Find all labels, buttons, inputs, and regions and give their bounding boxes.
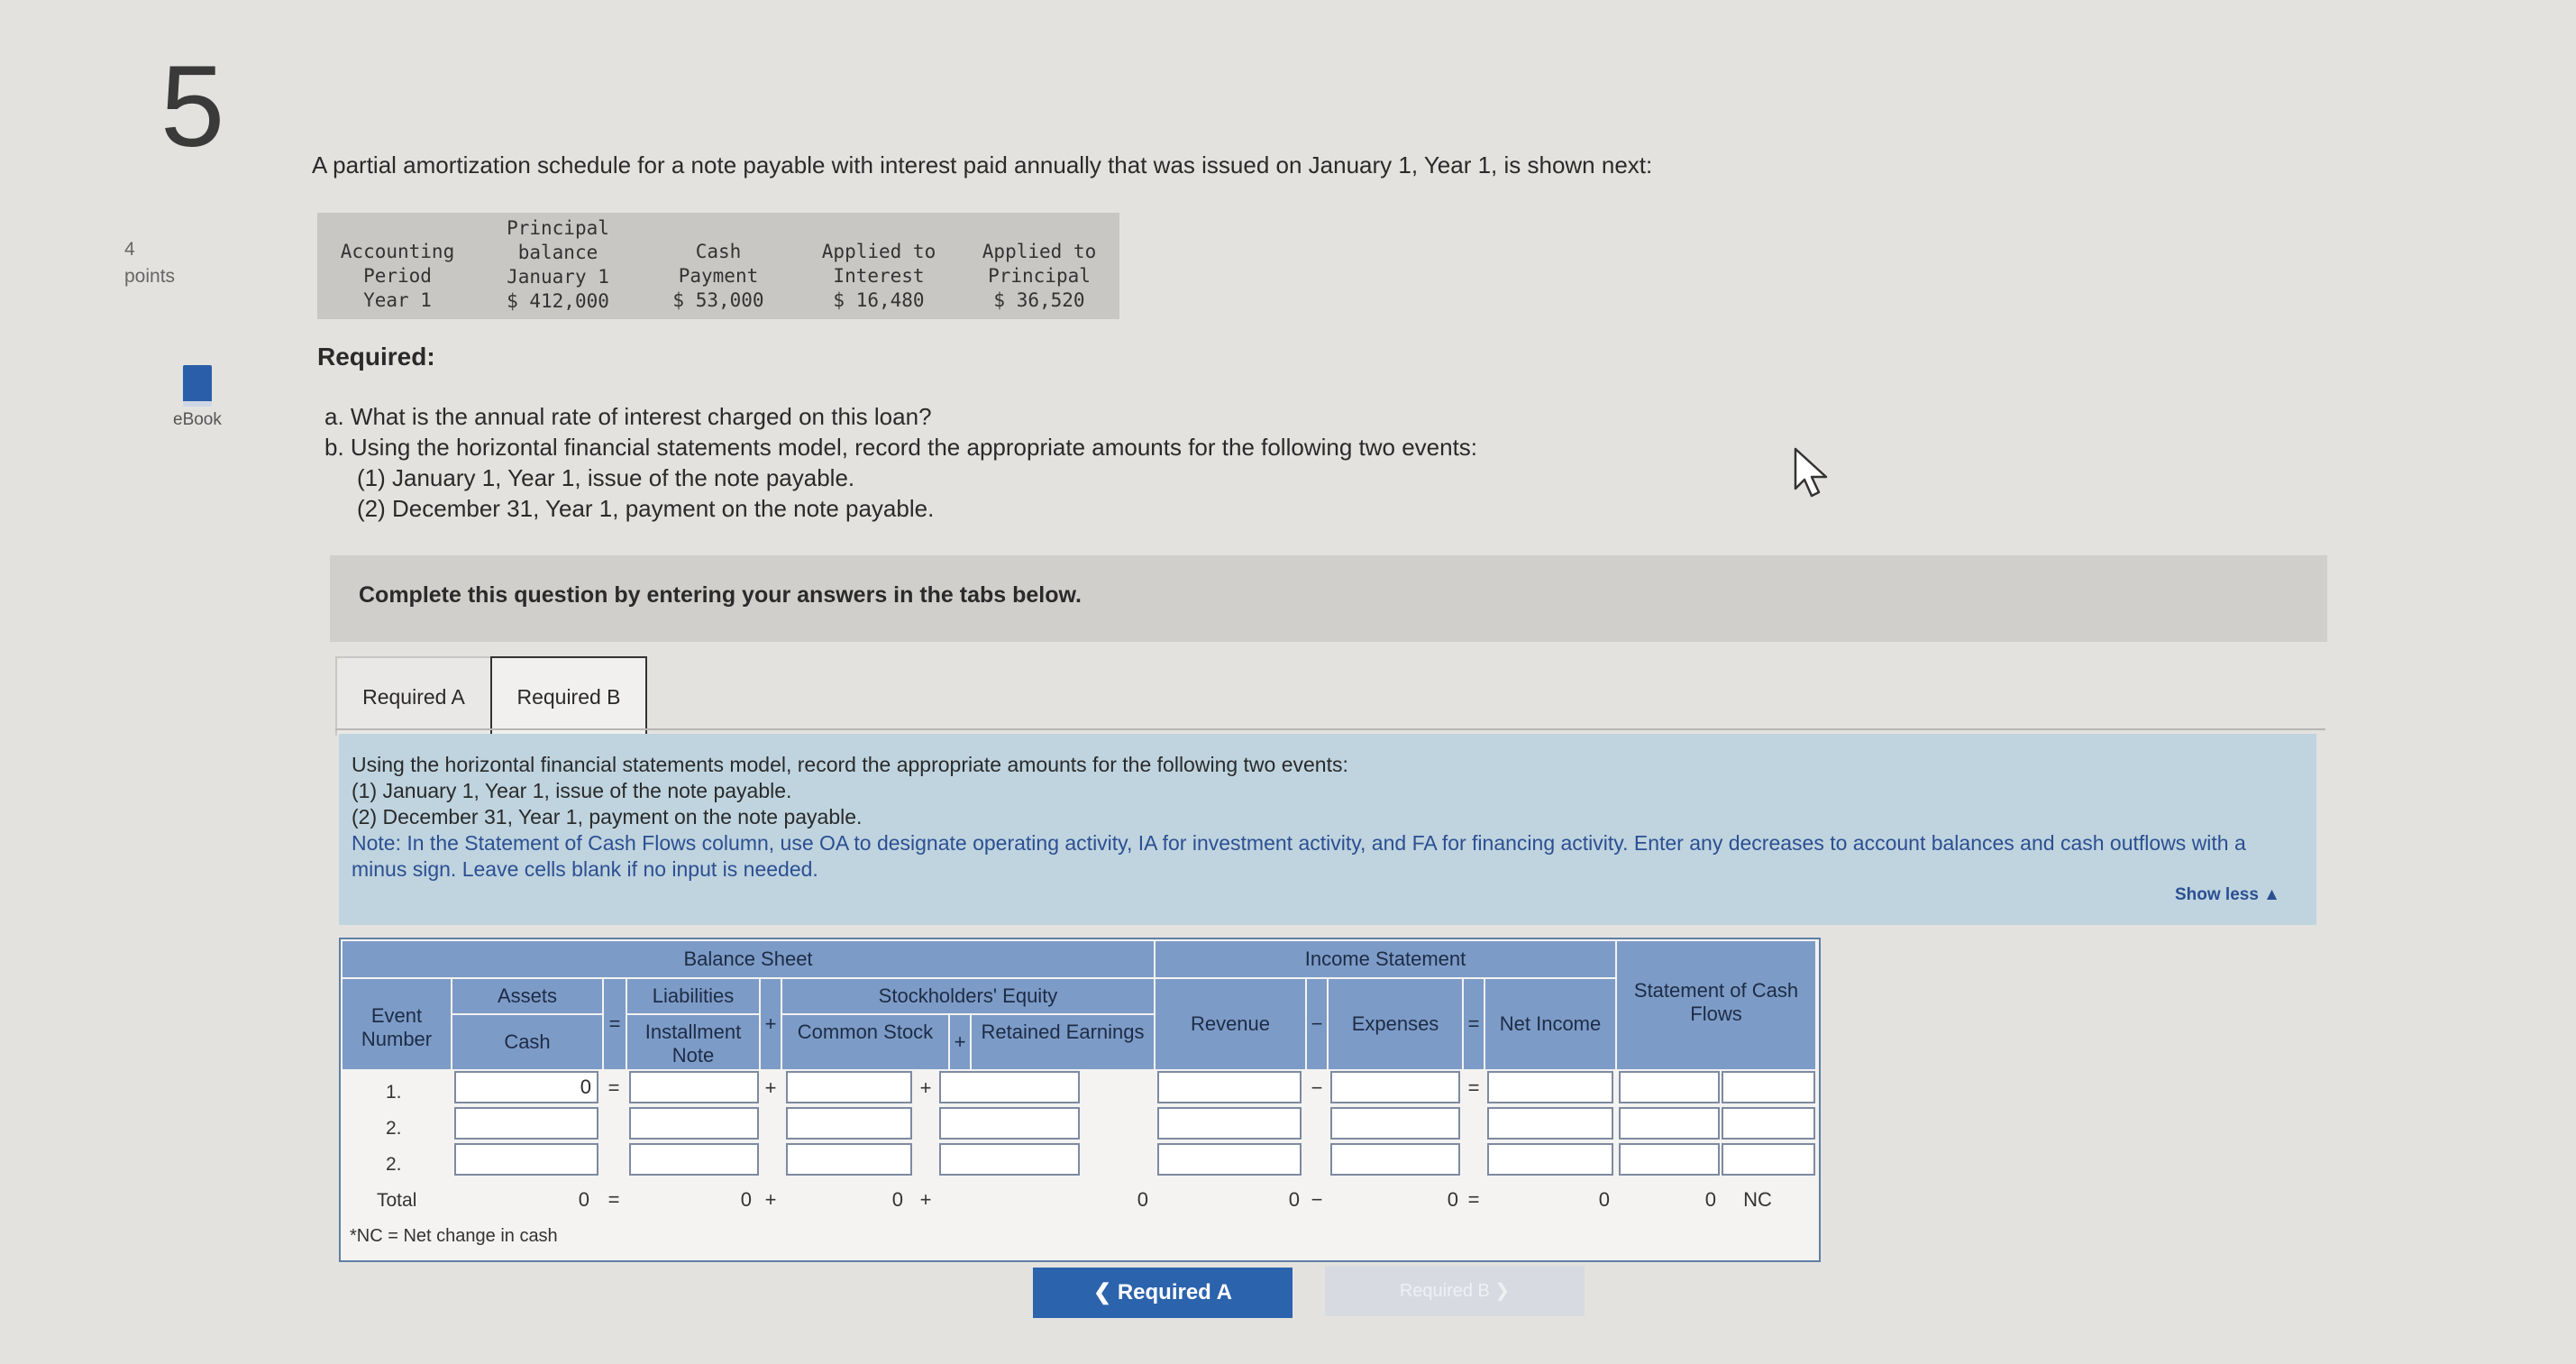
row-3-expenses-input[interactable] <box>1330 1143 1460 1176</box>
points-value: 4 <box>124 239 135 260</box>
header-plus-op: + <box>761 979 781 1069</box>
row-3-event: 2. <box>386 1154 402 1175</box>
header-event-number: Event Number <box>343 979 451 1069</box>
question-number: 5 <box>160 42 225 171</box>
prev-required-a-button[interactable]: ❮ Required A <box>1033 1268 1293 1318</box>
row-3-net-income-input[interactable] <box>1487 1143 1613 1176</box>
header-common-stock: Common Stock <box>782 1015 948 1069</box>
total-minus-op: − <box>1311 1188 1323 1211</box>
row-3-common-stock-input[interactable] <box>786 1143 912 1176</box>
required-b2-text: (2) December 31, Year 1, payment on the note payable. <box>357 495 935 522</box>
header-retained-earnings: Retained Earnings <box>972 1015 1154 1069</box>
header-installment-note: Installment Note <box>627 1015 759 1069</box>
header-revenue: Revenue <box>1156 979 1305 1069</box>
schedule-col-interest: Applied to Interest $ 16,480 <box>821 241 936 311</box>
required-b-text: b. Using the horizontal financial statements model, record the appropriate amounts for the following two events: <box>324 434 1478 461</box>
required-a-text: a. What is the annual rate of interest charged on this loan? <box>324 403 932 430</box>
header-plus-op-2: + <box>950 1015 970 1069</box>
header-income-statement: Income Statement <box>1156 941 1615 977</box>
row-2-common-stock-input[interactable] <box>786 1107 912 1140</box>
row-1-installment-note-input[interactable] <box>629 1071 759 1103</box>
row-2-net-income-input[interactable] <box>1487 1107 1613 1140</box>
total-revenue: 0 <box>1288 1188 1300 1211</box>
instructions-panel <box>339 734 2316 925</box>
total-plus-op-2: + <box>919 1188 932 1211</box>
row-3-cash-input[interactable] <box>454 1143 598 1176</box>
cursor-icon <box>1792 447 1832 498</box>
required-list <box>324 401 1477 524</box>
total-cash-flow-code: NC <box>1743 1188 1772 1211</box>
header-equals-op-2: = <box>1464 979 1484 1069</box>
points-label: points <box>124 266 176 287</box>
row-1-minus-op: − <box>1311 1076 1323 1099</box>
total-retained-earnings: 0 <box>1137 1188 1148 1211</box>
instructions-line2: (1) January 1, Year 1, issue of the note payable. <box>352 779 792 802</box>
header-stockholders-equity: Stockholders' Equity <box>782 979 1154 1013</box>
total-equals-op-2: = <box>1467 1188 1480 1211</box>
row-1-revenue-input[interactable] <box>1157 1071 1302 1103</box>
ebook-label: eBook <box>173 410 222 429</box>
points-info <box>124 236 175 290</box>
header-cash: Cash <box>452 1015 602 1069</box>
row-2-cash-input[interactable] <box>454 1107 598 1140</box>
row-1-net-income-input[interactable] <box>1487 1071 1613 1103</box>
row-2-revenue-input[interactable] <box>1157 1107 1302 1140</box>
total-cash: 0 <box>578 1188 589 1211</box>
instruction-banner <box>330 555 2327 642</box>
total-installment-note: 0 <box>740 1188 752 1211</box>
schedule-col-principal-balance: Principal balance January 1 $ 412,000 <box>507 217 609 312</box>
row-2-retained-earnings-input[interactable] <box>939 1107 1080 1140</box>
header-cash-flows: Statement of Cash Flows <box>1617 941 1815 1069</box>
header-expenses: Expenses <box>1329 979 1462 1069</box>
instructions-line1: Using the horizontal financial statements model, record the appropriate amounts for the following two events: <box>352 753 1348 776</box>
show-less-link[interactable]: Show less ▲ <box>2174 885 2280 904</box>
header-minus-op: − <box>1307 979 1327 1069</box>
total-equals-op: = <box>607 1188 620 1211</box>
schedule-col-period: Accounting Period Year 1 <box>340 241 455 311</box>
tab-required-a[interactable]: Required A <box>335 656 492 736</box>
row-1-plus-op-2: + <box>919 1076 932 1099</box>
row-2-cash-flow-amount-input[interactable] <box>1619 1107 1720 1140</box>
instructions-note: Note: In the Statement of Cash Flows column, use OA to designate operating activity, IA for investment activity, and FA for financing activity. Enter any decreases to account balances and cash outflows with a minus sign. Leave cells blank if no input is needed. <box>352 831 2246 881</box>
schedule-col-cash-payment: Cash Payment $ 53,000 <box>672 241 764 311</box>
total-net-income: 0 <box>1598 1188 1610 1211</box>
header-balance-sheet: Balance Sheet <box>343 941 1154 977</box>
header-assets: Assets <box>452 979 602 1013</box>
banner-text: Complete this question by entering your answers in the tabs below. <box>359 582 1082 608</box>
header-liabilities: Liabilities <box>627 979 759 1013</box>
row-3-cash-flow-code-input[interactable] <box>1722 1143 1815 1176</box>
header-equals-op: = <box>604 979 626 1069</box>
question-intro: A partial amortization schedule for a note payable with interest paid annually that was issued on January 1, Year 1, is shown next: <box>312 151 1653 179</box>
row-1-cash-flow-amount-input[interactable] <box>1619 1071 1720 1103</box>
tab-required-b[interactable]: Required B <box>490 656 647 736</box>
required-b1-text: (1) January 1, Year 1, issue of the note payable. <box>357 464 855 491</box>
total-cash-flows: 0 <box>1704 1188 1716 1211</box>
row-1-expenses-input[interactable] <box>1330 1071 1460 1103</box>
header-net-income: Net Income <box>1485 979 1615 1069</box>
row-3-cash-flow-amount-input[interactable] <box>1619 1143 1720 1176</box>
row-1-equals-op-2: = <box>1467 1076 1480 1099</box>
required-heading: Required: <box>317 343 435 371</box>
horizontal-model-table <box>339 938 1821 1262</box>
ebook-link[interactable] <box>173 365 222 430</box>
row-3-retained-earnings-input[interactable] <box>939 1143 1080 1176</box>
row-1-common-stock-input[interactable] <box>786 1071 912 1103</box>
tab-divider <box>335 728 2325 730</box>
next-required-b-button[interactable]: Required B ❯ <box>1325 1266 1585 1316</box>
row-1-equals-op: = <box>607 1076 620 1099</box>
row-1-plus-op: + <box>764 1076 777 1099</box>
total-row-label: Total <box>377 1190 417 1211</box>
total-expenses: 0 <box>1447 1188 1458 1211</box>
row-1-retained-earnings-input[interactable] <box>939 1071 1080 1103</box>
table-footnote: *NC = Net change in cash <box>350 1226 558 1246</box>
row-1-cash-flow-code-input[interactable] <box>1722 1071 1815 1103</box>
total-plus-op: + <box>764 1188 777 1211</box>
amortization-schedule <box>317 213 1119 319</box>
row-2-cash-flow-code-input[interactable] <box>1722 1107 1815 1140</box>
row-2-installment-note-input[interactable] <box>629 1107 759 1140</box>
ebook-icon <box>183 365 212 407</box>
row-3-revenue-input[interactable] <box>1157 1143 1302 1176</box>
row-1-event: 1. <box>386 1082 402 1103</box>
row-1-cash-input[interactable]: 0 <box>454 1071 598 1103</box>
row-2-expenses-input[interactable] <box>1330 1107 1460 1140</box>
total-common-stock: 0 <box>891 1188 903 1211</box>
row-2-event: 2. <box>386 1118 402 1139</box>
schedule-col-principal: Applied to Principal $ 36,520 <box>982 241 1097 311</box>
row-3-installment-note-input[interactable] <box>629 1143 759 1176</box>
instructions-line3: (2) December 31, Year 1, payment on the note payable. <box>352 805 863 828</box>
